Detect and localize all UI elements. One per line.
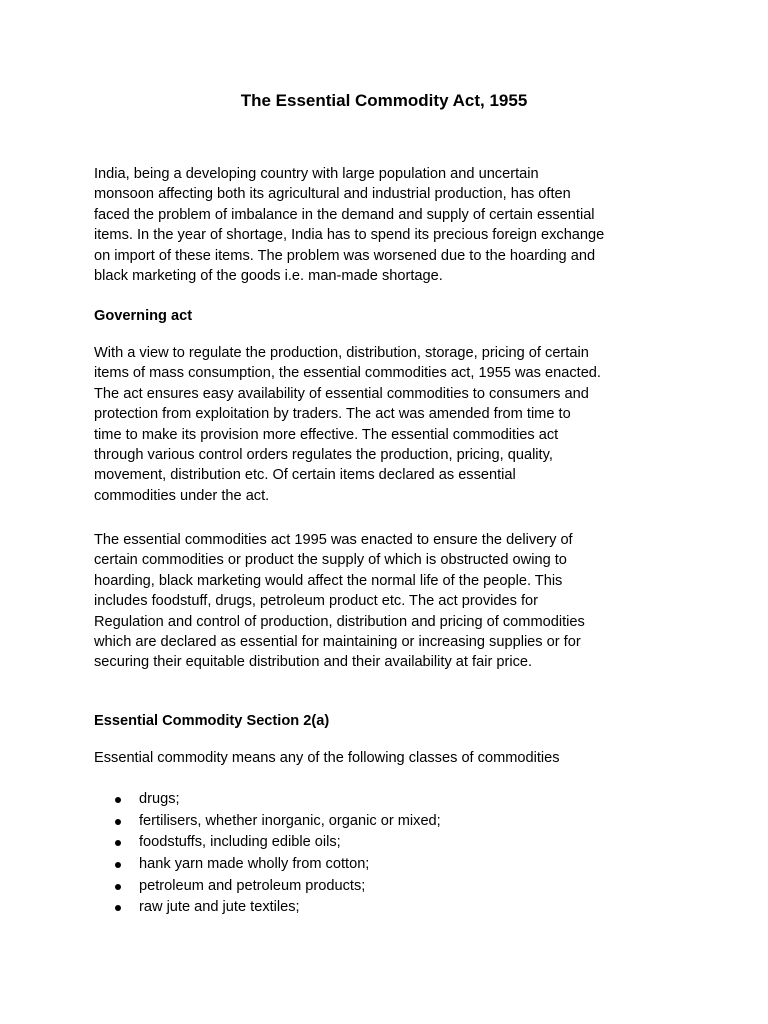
governing-line: time to make its provision more effective. The essential commodities act (94, 426, 559, 443)
list-item-text: drugs; (139, 791, 180, 807)
document-title: The Essential Commodity Act, 1955 (240, 91, 528, 110)
list-item-text: raw jute and jute textiles; (139, 899, 300, 916)
governing-line: The act ensures easy availability of essential commodities to consumers and (94, 385, 589, 402)
delivery-line: includes foodstuff, drugs, petroleum product etc. The act provides for (94, 593, 539, 610)
commodity-list (112, 789, 672, 919)
bullet-icon (115, 884, 121, 890)
delivery-paragraph (94, 530, 684, 673)
intro-line: black marketing of the goods i.e. man-made shortage. (94, 268, 443, 285)
delivery-line: certain commodities or product the supply of which is obstructed owing to (94, 552, 567, 569)
section-2a-heading: Essential Commodity Section 2(a) (94, 713, 330, 729)
delivery-line: which are declared as essential for maintaining or increasing supplies or for (94, 634, 581, 651)
list-item (112, 854, 672, 876)
governing-line: commodities under the act. (94, 487, 270, 504)
governing-line: With a view to regulate the production, distribution, storage, pricing of certain (94, 345, 589, 361)
list-item-text: foodstuffs, including edible oils; (139, 834, 341, 851)
bullet-icon (115, 905, 121, 911)
governing-line: movement, distribution etc. Of certain items declared as essential (94, 467, 516, 484)
governing-line: through various control orders regulates the production, pricing, quality, (94, 447, 553, 464)
bullet-icon (115, 840, 121, 846)
governing-paragraph (94, 343, 684, 506)
bullet-icon (115, 819, 121, 825)
governing-line: items of mass consumption, the essential commodities act, 1955 was enacted. (94, 365, 601, 382)
delivery-line: The essential commodities act 1995 was enacted to ensure the delivery of (94, 532, 573, 548)
list-item (112, 876, 672, 898)
intro-line: monsoon affecting both its agricultural and industrial production, has often (94, 186, 571, 203)
list-item-text: petroleum and petroleum products; (139, 877, 366, 894)
intro-line: faced the problem of imbalance in the demand and supply of certain essential (94, 206, 595, 223)
intro-line: on import of these items. The problem was worsened due to the hoarding and (94, 247, 596, 264)
governing-act-heading: Governing act (94, 308, 193, 324)
governing-line: protection from exploitation by traders. The act was amended from time to (94, 406, 571, 423)
list-item (112, 789, 672, 811)
list-item (112, 897, 672, 919)
bullet-icon (115, 862, 121, 868)
intro-line: India, being a developing country with large population and uncertain (94, 166, 539, 182)
list-item (112, 811, 672, 833)
bullet-icon (115, 797, 121, 803)
intro-paragraph (94, 164, 684, 286)
intro-line: items. In the year of shortage, India has to spend its precious foreign exchange (94, 227, 605, 244)
list-item-text: fertilisers, whether inorganic, organic or mixed; (139, 812, 441, 829)
delivery-line: Regulation and control of production, distribution and pricing of commodities (94, 613, 585, 630)
list-item (112, 832, 672, 854)
delivery-line: securing their equitable distribution and their availability at fair price. (94, 654, 533, 671)
list-item-text: hank yarn made wholly from cotton; (139, 856, 370, 873)
definition-text: Essential commodity means any of the following classes of commodities (94, 750, 560, 766)
delivery-line: hoarding, black marketing would affect the normal life of the people. This (94, 572, 563, 589)
